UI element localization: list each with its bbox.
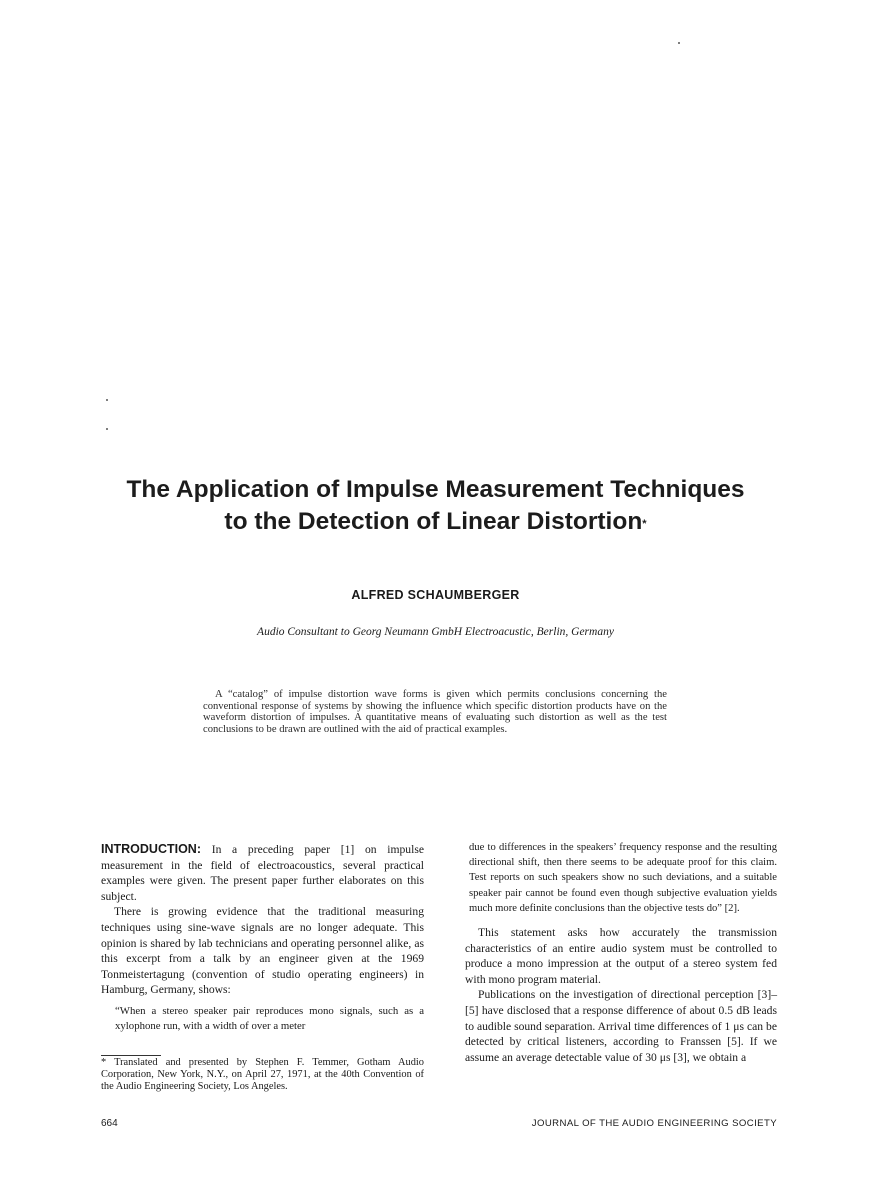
author-affiliation: Audio Consultant to Georg Neumann GmbH Electroacustic, Berlin, Germany: [257, 626, 614, 638]
abstract-text: A “catalog” of impulse distortion wave forms is given which permits conclusions concerning the conventional response of systems by showing the influence which specific distortion products have on the waveform distortion of impulses. A quantitative means of evaluating such distortion as well as the test conclusions to be drawn are outlined with the aid of practical examples.: [203, 689, 667, 735]
body-paragraph: This statement asks how accurately the transmission characteristics of an entire audio system must be controlled to produce a mono impression at the output of a stereo system fed with mono program material.: [465, 926, 777, 986]
block-quote: “When a stereo speaker pair reproduces mono signals, such as a xylophone run, with a width of over a meter: [115, 1004, 424, 1032]
title-footnote-mark: *: [642, 518, 647, 530]
journal-name: JOURNAL OF THE AUDIO ENGINEERING SOCIETY: [531, 1118, 777, 1129]
page-number: 664: [101, 1118, 118, 1129]
footnote: * Translated and presented by Stephen F. Temmer, Gotham Audio Corporation, New York, N.Y., on April 27, 1971, at the 40th Convention of the Audio Engineering Society, Los Angeles.: [101, 1057, 424, 1092]
left-column: [101, 842, 424, 1034]
right-column: [465, 840, 777, 1065]
intro-paragraph: [101, 842, 424, 904]
title-line-1: The Application of Impulse Measurement Techniques: [126, 476, 745, 503]
title-line-2: to the Detection of Linear Distortion: [224, 508, 643, 535]
scan-speck: [106, 428, 108, 430]
intro-heading: INTRODUCTION:: [101, 842, 201, 856]
body-paragraph: Publications on the investigation of directional perception [3]–[5] have disclosed that a response difference of about 0.5 dB leads to audible sound separation. Arrival time differences of 1 μs can be detected by critical listeners, according to Franssen [5]. If we assume an average detectable value of 30 μs [3], we obtain a: [465, 988, 777, 1064]
body-paragraph: There is growing evidence that the traditional measuring techniques using sine-wave signals are no longer adequate. This opinion is shared by lab technicians and operating personnel alike, as this excerpt from a talk by an engineer given at the 1969 Tonmeistertagung (convention of studio operating engineers) in Hamburg, Germany, shows:: [101, 905, 424, 997]
abstract: [203, 689, 667, 735]
intro-text: In a preceding paper [1] on impulse measurement in the field of electroacoustics, several practical examples were given. The present paper further elaborates on this subject.: [101, 843, 424, 903]
author-name: ALFRED SCHAUMBERGER: [351, 588, 520, 602]
scan-speck: [678, 42, 680, 44]
block-quote-continued: due to differences in the speakers’ frequency response and the resulting directional shift, then there seems to be adequate proof for this claim. Test reports on such speakers show no such deviations, and a suitable speaker pair cannot be found even though subjective evaluation yields much more definite conclusions than the objective tests do” [2].: [469, 842, 777, 914]
footnote-rule: [101, 1055, 161, 1056]
scan-speck: [106, 399, 108, 401]
paper-title: [60, 474, 811, 538]
